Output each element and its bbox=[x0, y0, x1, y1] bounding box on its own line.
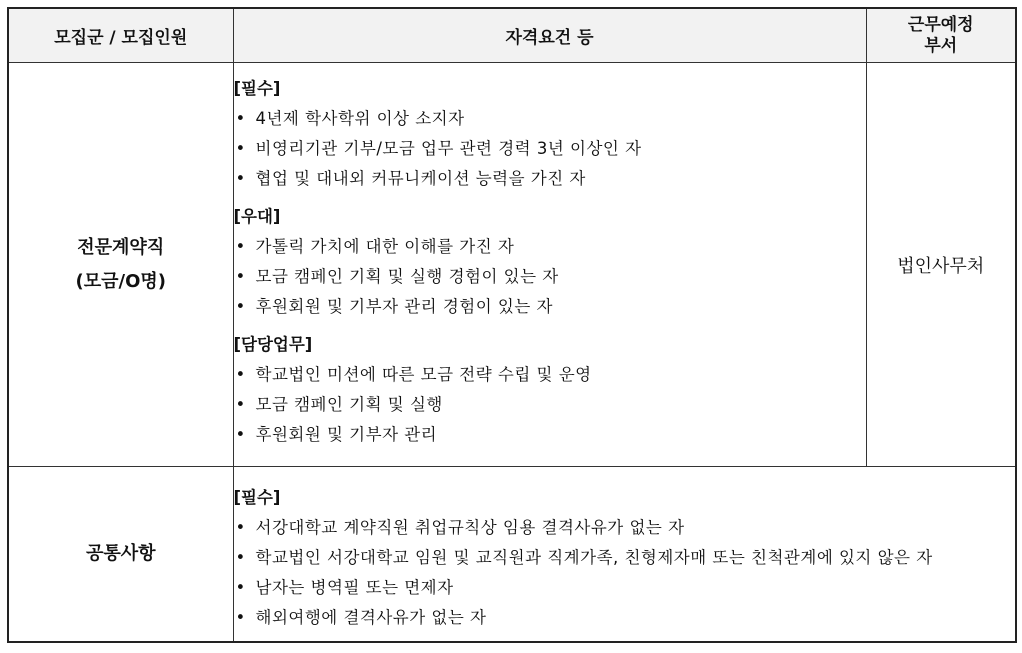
requirement-text: 학교법인 서강대학교 임원 및 교직원과 직계가족, 친형제자매 또는 친척관계에 있지 않은 자 bbox=[255, 548, 933, 567]
bullet-icon: • bbox=[235, 365, 246, 384]
bullet-icon: • bbox=[235, 395, 246, 414]
requirement-text: 모금 캠페인 기획 및 실행 bbox=[255, 395, 443, 414]
bullet-icon: • bbox=[235, 237, 246, 256]
requirement-section bbox=[234, 74, 866, 194]
header-department-line1: 근무예정 bbox=[907, 14, 974, 35]
common-row bbox=[8, 467, 1016, 643]
requirement-text: 가톨릭 가치에 대한 이해를 가진 자 bbox=[255, 237, 515, 256]
requirement-list bbox=[234, 104, 866, 194]
common-requirements bbox=[234, 467, 1016, 633]
common-group-cell: 공통사항 bbox=[8, 467, 233, 643]
bullet-icon: • bbox=[235, 297, 246, 316]
requirement-item bbox=[234, 104, 866, 134]
position-group-count: (모금/O명) bbox=[75, 270, 166, 292]
requirement-section bbox=[234, 330, 866, 450]
bullet-icon: • bbox=[235, 425, 246, 444]
requirement-item bbox=[234, 390, 866, 420]
requirement-item bbox=[234, 360, 866, 390]
header-department-line2: 부서 bbox=[924, 35, 958, 56]
requirement-text: 후원회원 및 기부자 관리 경험이 있는 자 bbox=[255, 297, 553, 316]
requirement-text: 협업 및 대내외 커뮤니케이션 능력을 가진 자 bbox=[255, 169, 586, 188]
requirement-item bbox=[234, 134, 866, 164]
position-requirements-cell bbox=[233, 63, 866, 467]
bullet-icon: • bbox=[235, 608, 246, 627]
header-row bbox=[8, 8, 1016, 63]
requirement-item bbox=[234, 603, 1016, 633]
section-title: [담당업무] bbox=[233, 335, 313, 354]
section-title: [필수] bbox=[233, 488, 281, 507]
bullet-icon: • bbox=[235, 139, 246, 158]
requirement-text: 비영리기관 기부/모금 업무 관련 경력 3년 이상인 자 bbox=[255, 139, 642, 158]
requirement-item bbox=[234, 573, 1016, 603]
requirement-item bbox=[234, 543, 1016, 573]
recruitment-table bbox=[7, 7, 1017, 643]
requirement-item bbox=[234, 232, 866, 262]
requirement-section bbox=[234, 202, 866, 322]
requirement-text: 모금 캠페인 기획 및 실행 경험이 있는 자 bbox=[255, 267, 559, 286]
bullet-icon: • bbox=[235, 578, 246, 597]
requirement-item bbox=[234, 513, 1016, 543]
position-group-cell bbox=[8, 63, 233, 467]
requirement-list bbox=[234, 232, 866, 322]
bullet-icon: • bbox=[235, 518, 246, 537]
requirement-text: 서강대학교 계약직원 취업규칙상 임용 결격사유가 없는 자 bbox=[255, 518, 685, 537]
requirement-item bbox=[234, 164, 866, 194]
bullet-icon: • bbox=[235, 169, 246, 188]
common-requirements-cell bbox=[233, 467, 1016, 643]
header-group: 모집군 / 모집인원 bbox=[8, 8, 233, 63]
position-group-name: 전문계약직 bbox=[77, 236, 165, 258]
requirement-text: 학교법인 미션에 따른 모금 전략 수립 및 운영 bbox=[255, 365, 592, 384]
requirement-list bbox=[234, 360, 866, 450]
position-department: 법인사무처 bbox=[866, 63, 1016, 467]
requirement-item bbox=[234, 420, 866, 450]
section-title: [우대] bbox=[233, 207, 281, 226]
position-row bbox=[8, 63, 1016, 467]
requirement-item bbox=[234, 262, 866, 292]
bullet-icon: • bbox=[235, 548, 246, 567]
requirement-text: 남자는 병역필 또는 면제자 bbox=[255, 578, 454, 597]
header-department bbox=[866, 8, 1016, 63]
bullet-icon: • bbox=[235, 267, 246, 286]
requirement-text: 해외여행에 결격사유가 없는 자 bbox=[255, 608, 487, 627]
section-title: [필수] bbox=[233, 79, 281, 98]
requirement-section bbox=[234, 483, 1016, 633]
requirement-list bbox=[234, 513, 1016, 633]
requirement-text: 4년제 학사학위 이상 소지자 bbox=[255, 109, 465, 128]
requirement-item bbox=[234, 292, 866, 322]
requirement-text: 후원회원 및 기부자 관리 bbox=[255, 425, 438, 444]
header-qualifications: 자격요건 등 bbox=[233, 8, 866, 63]
bullet-icon: • bbox=[235, 109, 246, 128]
position-requirements bbox=[234, 63, 866, 450]
